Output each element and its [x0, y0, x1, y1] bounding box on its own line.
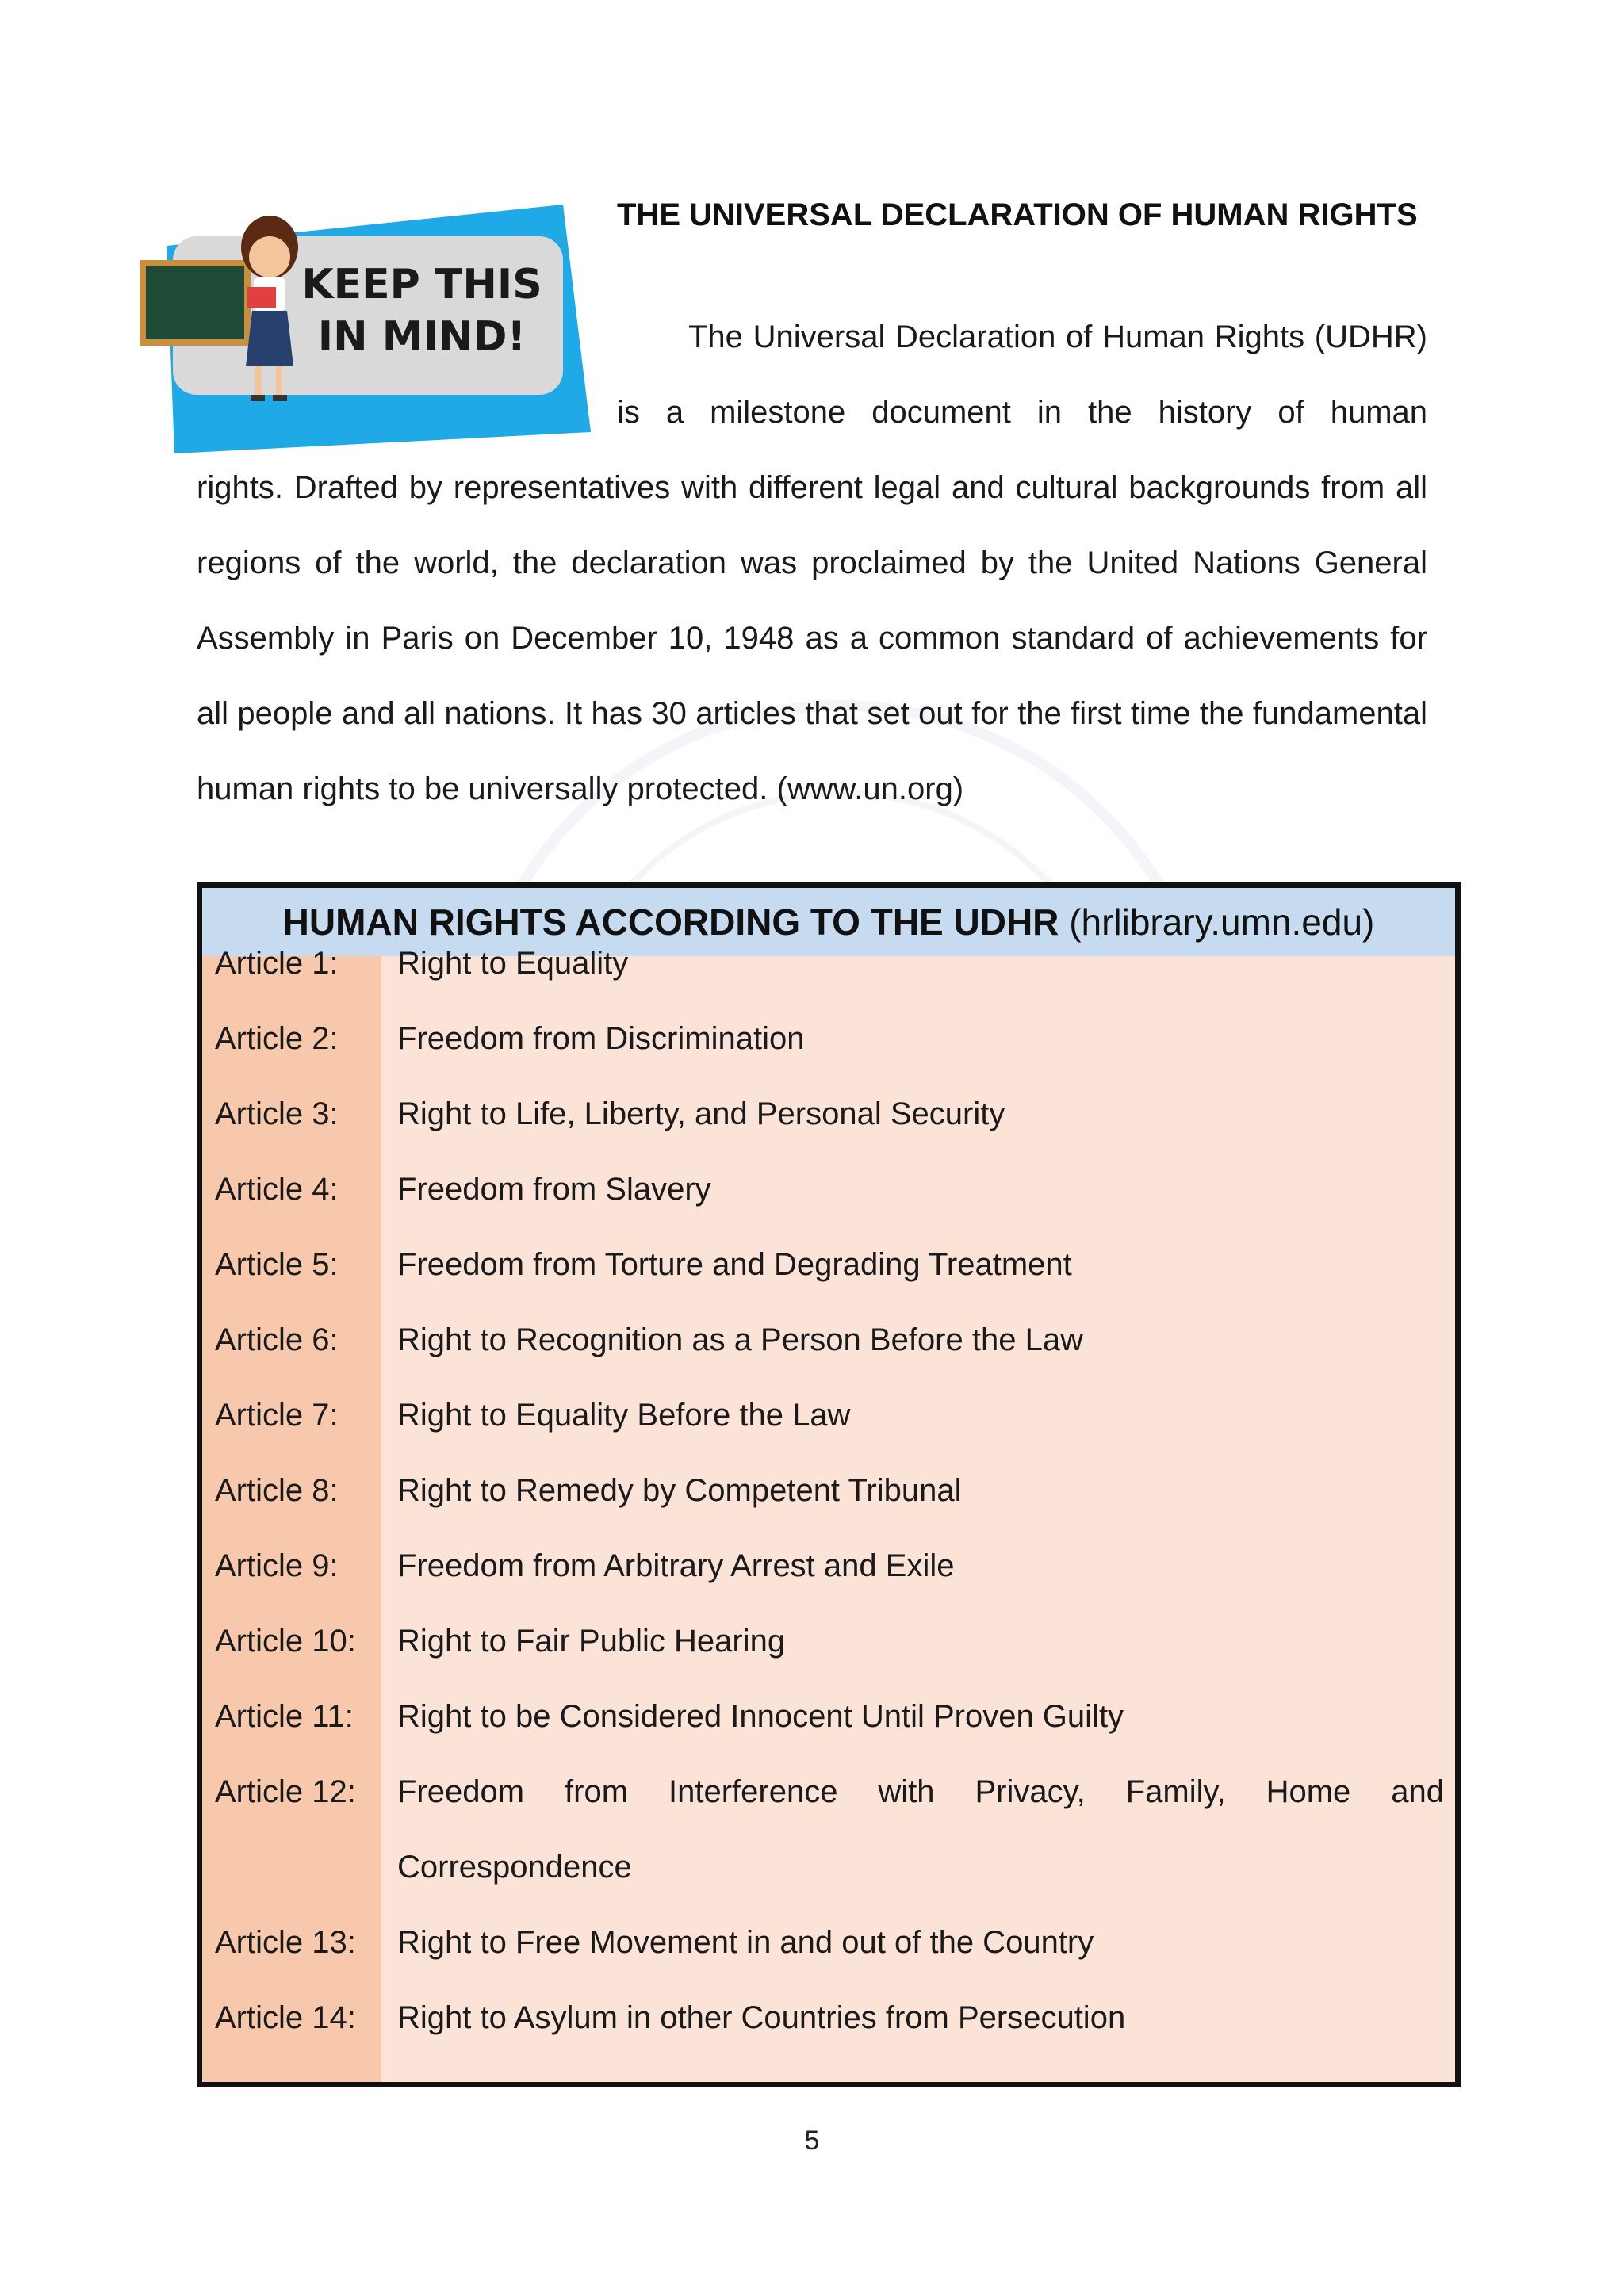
article-number: Article 6:	[215, 1322, 339, 1357]
table-row	[202, 1227, 1455, 1303]
article-number: Article 14:	[215, 2000, 356, 2035]
article-number: Article 9:	[215, 1548, 339, 1583]
intro-paragraph-first: The Universal Declaration of Human Rights (UDHR) is a milestone document in the history of human	[617, 320, 1427, 430]
table-row	[202, 1001, 1455, 1077]
article-number: Article 10:	[215, 1624, 356, 1659]
article-title: Right to Asylum in other Countries from Persecution	[397, 2000, 1126, 2035]
article-number: Article 12:	[215, 1774, 356, 1809]
article-number: Article 1:	[215, 946, 339, 981]
article-title: Freedom from Discrimination	[397, 1021, 805, 1056]
article-number: Article 3:	[215, 1096, 339, 1131]
table-row	[202, 1453, 1455, 1529]
article-title: Freedom from Torture and Degrading Treatment	[397, 1247, 1072, 1282]
table-source: (hrlibrary.umn.edu)	[1069, 901, 1375, 943]
table-row	[202, 1303, 1455, 1378]
article-title-line1: Freedom from Interference with Privacy, Family, Home and	[397, 1774, 1444, 1809]
article-list	[202, 946, 1455, 2056]
article-title: Freedom from Slavery	[397, 1172, 711, 1207]
table-title: HUMAN RIGHTS ACCORDING TO THE UDHR	[282, 901, 1059, 943]
article-number: Article 5:	[215, 1247, 339, 1282]
article-title: Right to Equality Before the Law	[397, 1398, 851, 1433]
table-row	[202, 1077, 1455, 1152]
table-row	[202, 1755, 1455, 1905]
table-row	[202, 1604, 1455, 1679]
article-number: Article 11:	[215, 1699, 354, 1734]
article-number: Article 7:	[215, 1398, 339, 1433]
article-number: Article 4:	[215, 1172, 339, 1207]
table-row	[202, 1980, 1455, 2056]
article-title: Right to Free Movement in and out of the Country	[397, 1925, 1094, 1960]
badge-text-line1: KEEP THIS	[301, 261, 542, 308]
page-number: 5	[804, 2126, 820, 2156]
table-row	[202, 1378, 1455, 1453]
table-row	[202, 926, 1455, 1001]
section-heading: THE UNIVERSAL DECLARATION OF HUMAN RIGHTS	[617, 197, 1418, 232]
article-title: Right to Fair Public Hearing	[397, 1624, 786, 1659]
keep-this-in-mind-badge	[135, 198, 595, 460]
article-title-line2: Correspondence	[397, 1850, 632, 1885]
table-row	[202, 1679, 1455, 1755]
article-title: Right to Recognition as a Person Before the Law	[397, 1322, 1083, 1357]
intro-paragraph-rest: rights. Drafted by representatives with different legal and cultural backgrounds from all regions of the world, the declaration was proclaimed by the United Nations General Assembly in Paris on December 10, 1948 as a common standard of achievements for all people and all nations. It has 30 articles that set out for the first time the fundamental human rights to be universally protected. (www.un.org)	[197, 470, 1427, 806]
article-title: Right to Life, Liberty, and Personal Security	[397, 1096, 1005, 1131]
article-title: Right to be Considered Innocent Until Proven Guilty	[397, 1699, 1124, 1734]
table-row	[202, 1529, 1455, 1604]
article-title: Right to Remedy by Competent Tribunal	[397, 1473, 962, 1508]
article-number: Article 8:	[215, 1473, 339, 1508]
article-title: Freedom from Arbitrary Arrest and Exile	[397, 1548, 955, 1583]
article-title	[381, 1755, 1455, 1905]
article-title: Right to Equality	[397, 946, 629, 981]
udhr-rights-table	[197, 882, 1461, 2087]
table-row	[202, 1152, 1455, 1227]
badge-text-line2: IN MIND!	[317, 313, 527, 361]
article-number: Article 2:	[215, 1021, 339, 1056]
article-number: Article 13:	[215, 1925, 356, 1960]
table-row	[202, 1905, 1455, 1980]
